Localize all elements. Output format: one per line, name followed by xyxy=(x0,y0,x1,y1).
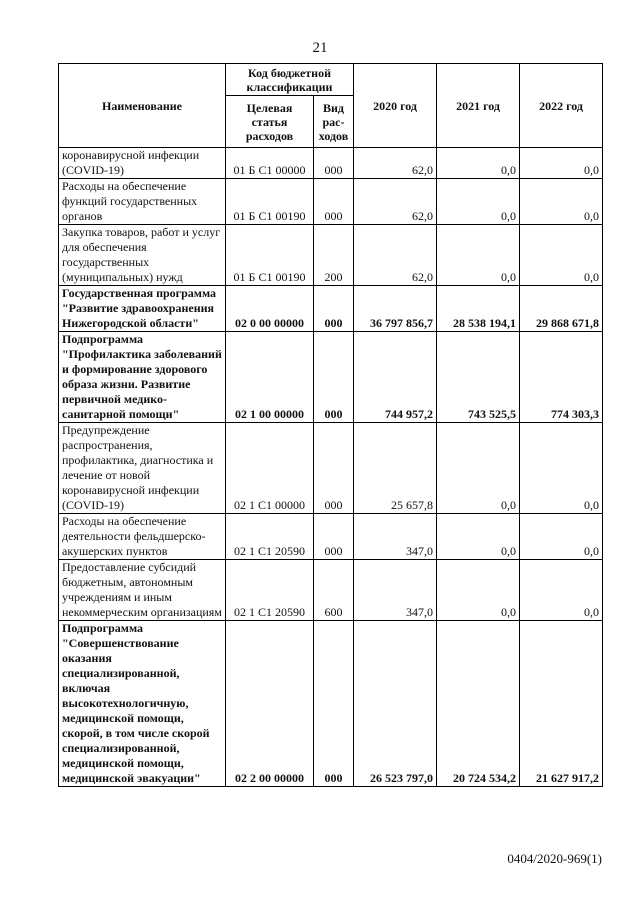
row-2020: 347,0 xyxy=(354,560,437,621)
row-2021: 0,0 xyxy=(437,560,520,621)
row-name: Государственная программа "Развитие здравоохранения Нижегородской области" xyxy=(59,286,226,332)
header-2021: 2021 год xyxy=(437,64,520,148)
row-csr: 01 Б С1 00190 xyxy=(226,179,314,225)
row-name: коронавирусной инфекции (COVID-19) xyxy=(59,148,226,179)
row-2020: 25 657,8 xyxy=(354,423,437,514)
table-row xyxy=(59,286,603,332)
row-name: Расходы на обеспечение деятельности фельдшерско-акушерских пунктов xyxy=(59,514,226,560)
row-vr: 000 xyxy=(314,621,354,787)
row-csr: 02 2 00 00000 xyxy=(226,621,314,787)
row-vr: 000 xyxy=(314,148,354,179)
row-2021: 0,0 xyxy=(437,179,520,225)
row-vr: 000 xyxy=(314,286,354,332)
table-row xyxy=(59,332,603,423)
row-vr: 200 xyxy=(314,225,354,286)
row-2020: 36 797 856,7 xyxy=(354,286,437,332)
row-name: Предупреждение распространения, профилактика, диагностика и лечение от новой коронавирусной инфекции (COVID-19) xyxy=(59,423,226,514)
row-name: Предоставление субсидий бюджетным, автономным учреждениям и иным некоммерческим организациям xyxy=(59,560,226,621)
row-2022: 774 303,3 xyxy=(520,332,603,423)
row-csr: 02 1 С1 20590 xyxy=(226,560,314,621)
row-2020: 347,0 xyxy=(354,514,437,560)
row-2022: 29 868 671,8 xyxy=(520,286,603,332)
table-row xyxy=(59,423,603,514)
table-row xyxy=(59,514,603,560)
budget-table xyxy=(58,63,603,787)
table-row xyxy=(59,148,603,179)
row-2020: 26 523 797,0 xyxy=(354,621,437,787)
row-name: Подпрограмма "Профилактика заболеваний и формирование здорового образа жизни. Развитие первичной медико-санитарной помощи" xyxy=(59,332,226,423)
row-vr: 000 xyxy=(314,332,354,423)
row-2022: 0,0 xyxy=(520,179,603,225)
table-row xyxy=(59,621,603,787)
row-csr: 02 0 00 00000 xyxy=(226,286,314,332)
row-csr: 02 1 00 00000 xyxy=(226,332,314,423)
page-number: 21 xyxy=(312,40,328,56)
row-csr: 01 Б С1 00000 xyxy=(226,148,314,179)
row-2022: 0,0 xyxy=(520,148,603,179)
row-2021: 0,0 xyxy=(437,514,520,560)
row-2021: 743 525,5 xyxy=(437,332,520,423)
row-2020: 744 957,2 xyxy=(354,332,437,423)
row-2021: 28 538 194,1 xyxy=(437,286,520,332)
row-2022: 0,0 xyxy=(520,423,603,514)
row-2020: 62,0 xyxy=(354,225,437,286)
row-2022: 0,0 xyxy=(520,225,603,286)
row-vr: 000 xyxy=(314,514,354,560)
header-name: Наименование xyxy=(59,64,226,148)
row-2021: 20 724 534,2 xyxy=(437,621,520,787)
row-name: Закупка товаров, работ и услуг для обеспечения государственных (муниципальных) нужд xyxy=(59,225,226,286)
table-row xyxy=(59,560,603,621)
row-name: Расходы на обеспечение функций государственных органов xyxy=(59,179,226,225)
row-2021: 0,0 xyxy=(437,225,520,286)
row-vr: 000 xyxy=(314,179,354,225)
row-csr: 02 1 С1 20590 xyxy=(226,514,314,560)
row-2020: 62,0 xyxy=(354,148,437,179)
header-vr: Вид рас-ходов xyxy=(314,96,354,148)
row-csr: 01 Б С1 00190 xyxy=(226,225,314,286)
row-2022: 0,0 xyxy=(520,514,603,560)
row-vr: 000 xyxy=(314,423,354,514)
row-2022: 21 627 917,2 xyxy=(520,621,603,787)
row-name: Подпрограмма "Совершенствование оказания специализированной, включая высокотехнологичную, медицинской помощи, скорой, в том числе скорой специализированной, медицинской помощи, медицинской эвакуации" xyxy=(59,621,226,787)
document-code: 0404/2020-969(1) xyxy=(507,851,602,866)
row-csr: 02 1 С1 00000 xyxy=(226,423,314,514)
header-kbk: Код бюджетной классификации xyxy=(226,64,354,96)
header-csr: Целевая статья расходов xyxy=(226,96,314,148)
header-2020: 2020 год xyxy=(354,64,437,148)
row-2022: 0,0 xyxy=(520,560,603,621)
row-vr: 600 xyxy=(314,560,354,621)
table-row xyxy=(59,225,603,286)
row-2021: 0,0 xyxy=(437,423,520,514)
header-2022: 2022 год xyxy=(520,64,603,148)
table-row xyxy=(59,179,603,225)
row-2020: 62,0 xyxy=(354,179,437,225)
row-2021: 0,0 xyxy=(437,148,520,179)
